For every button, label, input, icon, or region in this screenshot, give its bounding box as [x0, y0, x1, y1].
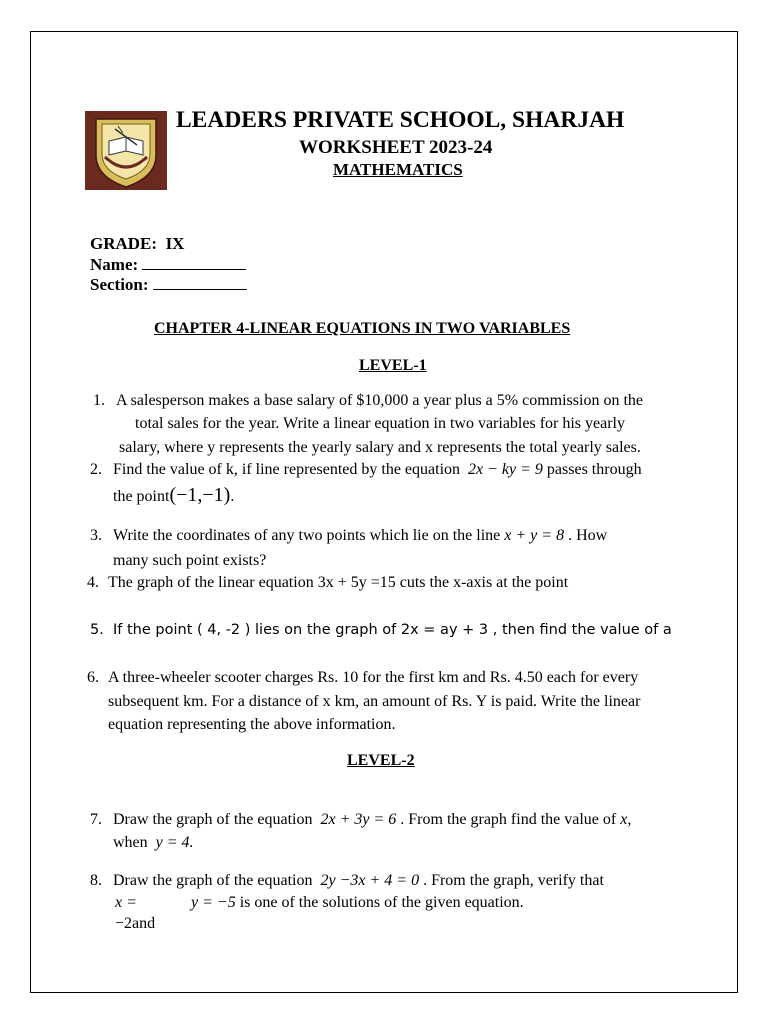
q8-text-a: Draw the graph of the equation	[113, 872, 313, 889]
level-2-heading: LEVEL-2	[347, 752, 415, 769]
chapter-title: CHAPTER 4-LINEAR EQUATIONS IN TWO VARIABLES	[154, 320, 571, 337]
q6-line-2: subsequent km. For a distance of x km, an amount of Rs. Y is paid. Write the linear	[108, 693, 641, 710]
q5-number: 5.	[90, 622, 104, 638]
q7-line-1	[113, 810, 631, 830]
q8-text-c: is one of the solutions of the given equation.	[239, 894, 524, 911]
q8-y-equation: y = −5	[191, 894, 236, 911]
q3-line-2: many such point exists?	[113, 552, 267, 569]
q7-text-a: Draw the graph of the equation	[113, 811, 313, 828]
grade-label: GRADE:	[90, 234, 158, 253]
q3-text-b: . How	[568, 527, 608, 544]
q8-line-1	[113, 871, 604, 891]
q5-text: If the point ( 4, -2 ) lies on the graph of 2x = ay + 3 , then find the value of a	[113, 622, 672, 638]
q7-equation: 2x + 3y = 6	[320, 811, 397, 828]
q2-point: (−1,−1)	[169, 484, 231, 506]
q1-line-2: total sales for the year. Write a linear equation in two variables for his yearly	[135, 415, 625, 432]
q3-equation: x + y = 8	[504, 527, 565, 544]
q2-text-a: Find the value of k, if line represented by the equation	[113, 461, 461, 478]
q2-number: 2.	[90, 461, 102, 478]
name-blank[interactable]	[142, 255, 246, 270]
q6-number: 6.	[87, 669, 99, 686]
grade-value: IX	[165, 234, 185, 253]
grade-line	[90, 234, 184, 254]
worksheet-title: WORKSHEET 2023-24	[299, 137, 493, 158]
q2-text-b: passes through	[546, 461, 642, 478]
q8-line-2	[191, 893, 524, 913]
q8-text-b: . From the graph, verify that	[423, 872, 604, 889]
subject-title: MATHEMATICS	[333, 160, 463, 179]
q8-x-equals: x =	[115, 894, 137, 911]
q1-number: 1.	[93, 392, 105, 409]
section-label: Section:	[90, 275, 149, 294]
q8-number: 8.	[90, 872, 102, 889]
q2-line-2	[113, 485, 234, 507]
q3-line-1	[113, 526, 607, 546]
q7-line-2	[113, 833, 194, 853]
q7-text-b: . From the graph find the value of	[400, 811, 617, 828]
q8-line-3: −2and	[115, 915, 156, 932]
q3-number: 3.	[90, 527, 102, 544]
q7-text-c: when	[113, 834, 148, 851]
q7-variable-x: x,	[620, 811, 632, 828]
q2-text-c: the point	[113, 488, 170, 505]
q3-text-a: Write the coordinates of any two points which lie on the line	[113, 527, 501, 544]
school-crest-logo	[85, 111, 167, 190]
q1-line-3: salary, where y represents the yearly salary and x represents the total yearly sales.	[119, 439, 641, 456]
section-blank[interactable]	[153, 275, 247, 290]
section-line	[90, 275, 247, 295]
level-1-heading: LEVEL-1	[359, 357, 427, 374]
school-name: LEADERS PRIVATE SCHOOL, SHARJAH	[176, 107, 625, 133]
q2-line-1	[113, 460, 642, 480]
q1-line-1: A salesperson makes a base salary of $10,000 a year plus a 5% commission on the	[116, 392, 643, 409]
name-label: Name:	[90, 255, 139, 274]
q4-number: 4.	[87, 574, 99, 591]
q4-text: The graph of the linear equation 3x + 5y =15 cuts the x-axis at the point	[108, 574, 569, 591]
q2-equation: 2x − ky = 9	[468, 461, 543, 478]
q8-equation: 2y −3x + 4 = 0	[320, 872, 420, 889]
name-line	[90, 255, 246, 275]
q6-line-3: equation representing the above information.	[108, 716, 396, 733]
q2-text-d: .	[230, 488, 235, 505]
q6-line-1: A three-wheeler scooter charges Rs. 10 for the first km and Rs. 4.50 each for every	[108, 669, 639, 686]
q7-number: 7.	[90, 811, 102, 828]
q7-equation-2: y = 4.	[155, 834, 194, 851]
